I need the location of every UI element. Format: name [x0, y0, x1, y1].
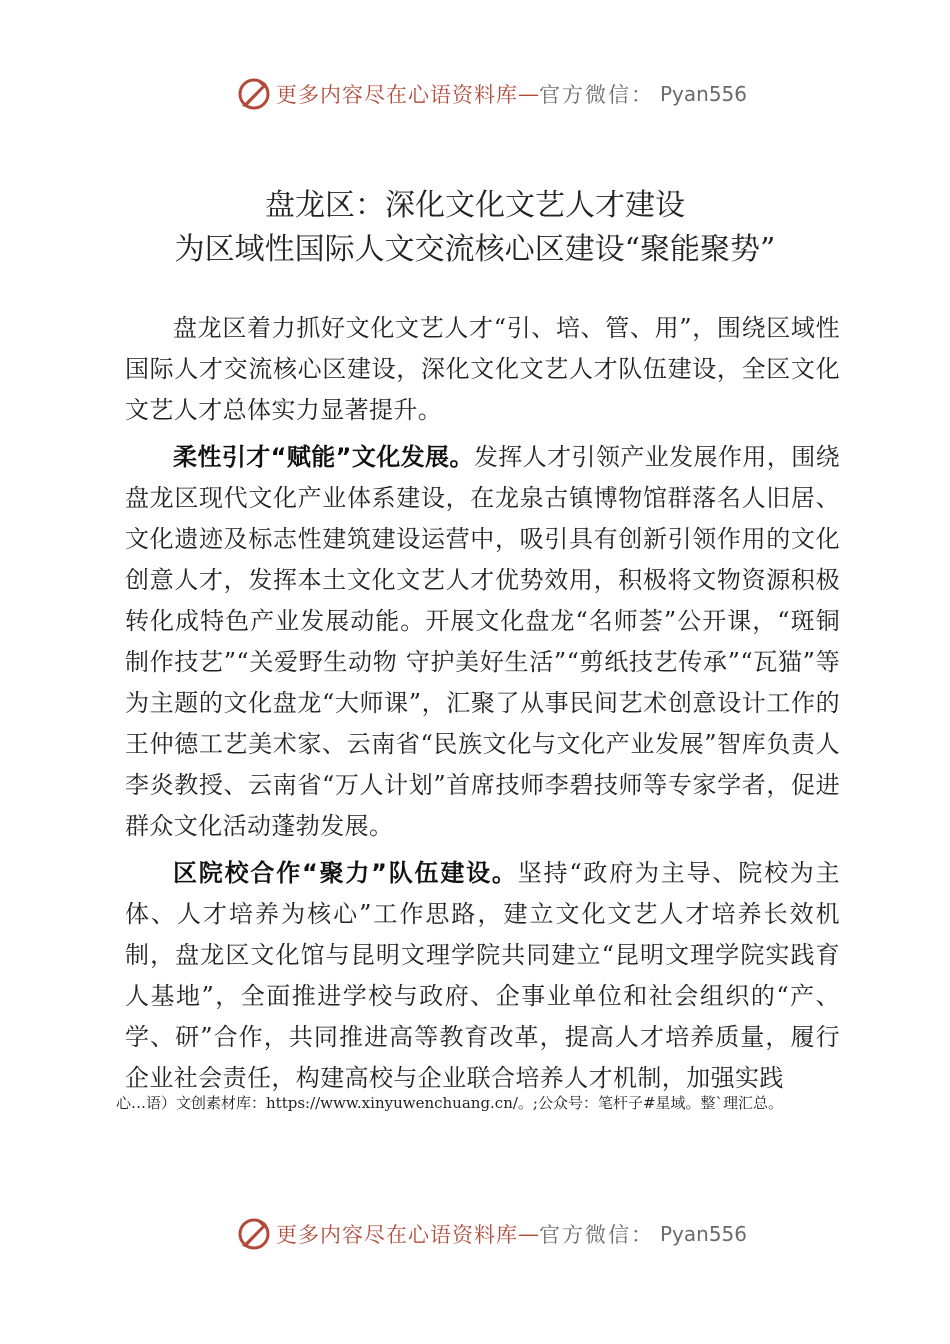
header-watermark	[236, 76, 747, 112]
watermark-text: 更多内容尽在心语资料库	[276, 1223, 518, 1247]
paragraph-intro-text: 盘龙区着力抓好文化文艺人才“引、培、管、用”，围绕区域性国际人才交流核心区建设，深化文化文艺人才队伍建设，全区文化文艺人才总体实力显著提升。	[125, 314, 840, 424]
paragraph-cooperation-lead: 区院校合作“聚力”队伍建设。	[173, 859, 518, 887]
watermark-wechat-id: Pyan556	[660, 82, 748, 106]
paragraph-cooperation-text: 坚持“政府为主导、院校为主体、人才培养为核心”工作思路，建立文化文艺人才培养长效机制，盘龙区文化馆与昆明文理学院共同建立“昆明文理学院实践育人基地”，全面推进学校与政府、企事业单位和社会组织的“产、学、研”合作，共同推进高等教育改革，提高人才培养质量，履行企业社会责任，构建高校与企业联合培养人才机制，加强实践	[125, 859, 840, 1092]
paragraph-flexible-talent-text: 发挥人才引领产业发展作用，围绕盘龙区现代文化产业体系建设，在龙泉古镇博物馆群落名人旧居、文化遗迹及标志性建筑建设运营中，吸引具有创新引领作用的文化创意人才，发挥本土文化文艺人才优势效用，积极将文物资源积极转化成特色产业发展动能。开展文化盘龙“名师荟”公开课，“斑铜制作技艺”“关爱野生动物 守护美好生活”“剪纸技艺传承”“瓦猫”等为主题的文化盘龙“大师课”，汇聚了从事民间艺术创意设计工作的王仲德工艺美术家、云南省“民族文化与文化产业发展”智库负责人李炎教授、云南省“万人计划”首席技师李碧技师等专家学者，促进群众文化活动蓬勃发展。	[125, 443, 841, 840]
watermark-text: 更多内容尽在心语资料库	[276, 83, 518, 107]
document-title-line-1: 盘龙区：深化文化文艺人才建设	[265, 188, 685, 223]
watermark-wechat-label: 官方微信：	[539, 1223, 654, 1247]
quill-logo-icon	[236, 1216, 272, 1252]
paragraph-intro	[125, 308, 840, 431]
paragraph-flexible-talent-lead: 柔性引才“赋能”文化发展。	[173, 443, 474, 471]
watermark-separator: —	[518, 1222, 539, 1246]
footer-source-note: 心…语）文创素材库：https://www.xinyuwenchuang.cn/。;公众号：笔杆子#星域。整`理汇总。	[116, 1094, 784, 1112]
watermark-wechat-id: Pyan556	[660, 1222, 748, 1246]
paragraph-flexible-talent	[125, 437, 840, 847]
quill-logo-icon	[236, 76, 272, 112]
document-title-line-2: 为区域性国际人文交流核心区建设“聚能聚势”	[174, 232, 776, 267]
footer-watermark	[236, 1216, 747, 1252]
watermark-separator: —	[518, 82, 539, 106]
watermark-wechat-label: 官方微信：	[539, 83, 654, 107]
document-body	[125, 308, 840, 1105]
paragraph-cooperation	[125, 853, 840, 1099]
